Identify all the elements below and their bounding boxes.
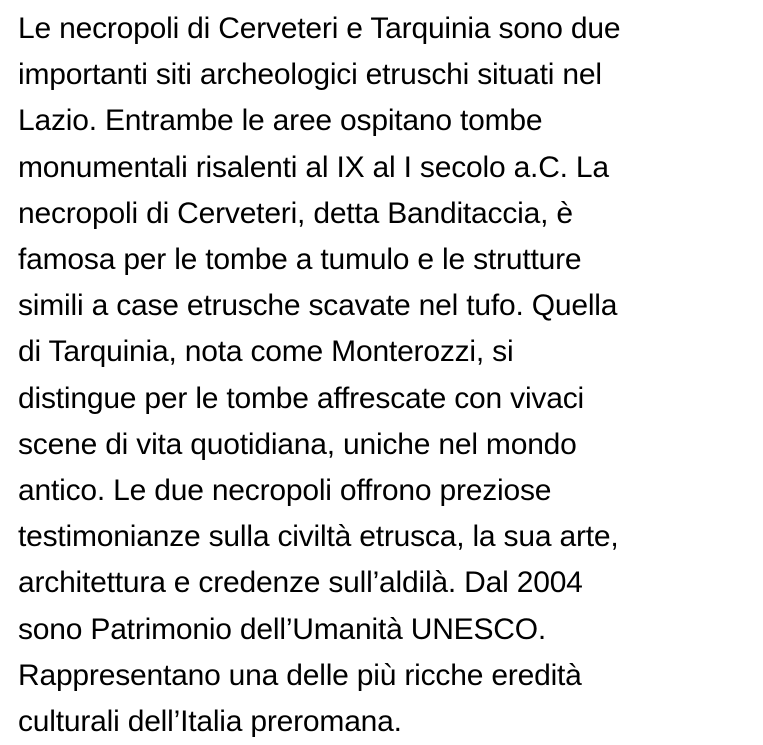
text-line: architettura e credenze sull’aldilà. Dal 2004 [18, 566, 583, 600]
text-line: sono Patrimonio dell’Umanità UNESCO. [18, 612, 547, 646]
text-line: distingue per le tombe affrescate con vivaci [18, 381, 584, 415]
text-line: culturali dell’Italia preromana. [18, 705, 402, 739]
body-text [18, 6, 758, 745]
text-line: necropoli di Cerveteri, detta Banditaccia, è [18, 196, 573, 230]
text-line: antico. Le due necropoli offrono preziose [18, 474, 552, 508]
text-line: Lazio. Entrambe le aree ospitano tombe [18, 104, 543, 138]
text-line: testimonianze sulla civiltà etrusca, la sua arte, [18, 520, 619, 554]
text-line: famosa per le tombe a tumulo e le strutture [18, 243, 582, 277]
text-line: monumentali risalenti al IX al I secolo a.C. La [18, 150, 609, 184]
text-line: importanti siti archeologici etruschi situati nel [18, 58, 602, 92]
text-line: scene di vita quotidiana, uniche nel mondo [18, 427, 577, 461]
text-line: Rappresentano una delle più ricche eredità [18, 658, 582, 692]
text-line: di Tarquinia, nota come Monterozzi, si [18, 335, 514, 369]
text-line: Le necropoli di Cerveteri e Tarquinia sono due [18, 12, 621, 45]
text-line: simili a case etrusche scavate nel tufo. Quella [18, 289, 618, 323]
